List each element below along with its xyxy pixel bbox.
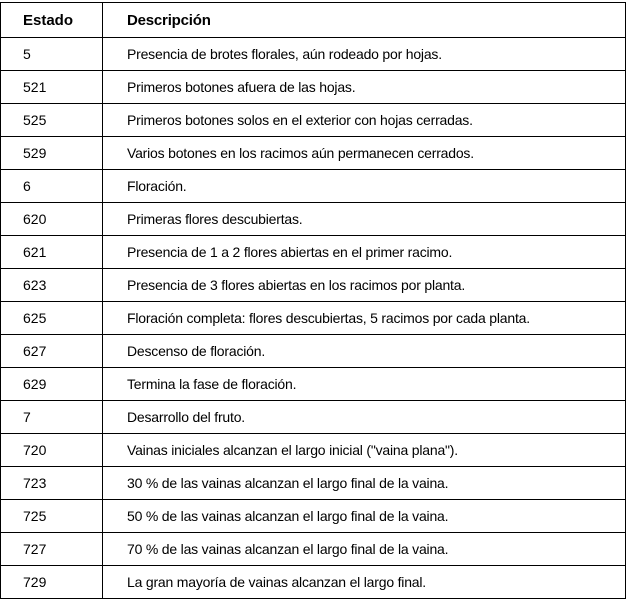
table-row — [1, 533, 626, 566]
cell-descripcion: Presencia de 1 a 2 flores abiertas en el primer racimo. — [103, 236, 626, 269]
table-row — [1, 71, 626, 104]
table-row — [1, 335, 626, 368]
cell-estado: 525 — [1, 104, 103, 137]
table-row — [1, 467, 626, 500]
cell-estado: 621 — [1, 236, 103, 269]
table-row — [1, 302, 626, 335]
table-row — [1, 500, 626, 533]
cell-descripcion: Floración. — [103, 170, 626, 203]
column-header-estado: Estado — [1, 3, 103, 38]
cell-descripcion: Presencia de 3 flores abiertas en los racimos por planta. — [103, 269, 626, 302]
table-row — [1, 104, 626, 137]
cell-estado: 627 — [1, 335, 103, 368]
cell-descripcion: 70 % de las vainas alcanzan el largo final de la vaina. — [103, 533, 626, 566]
table-row — [1, 368, 626, 401]
cell-descripcion: Desarrollo del fruto. — [103, 401, 626, 434]
cell-estado: 729 — [1, 566, 103, 599]
phenology-stages-table — [0, 2, 626, 599]
cell-descripcion: 50 % de las vainas alcanzan el largo final de la vaina. — [103, 500, 626, 533]
table-row — [1, 137, 626, 170]
cell-descripcion: Presencia de brotes florales, aún rodeado por hojas. — [103, 38, 626, 71]
cell-estado: 7 — [1, 401, 103, 434]
table-row — [1, 434, 626, 467]
table-row — [1, 236, 626, 269]
cell-estado: 521 — [1, 71, 103, 104]
cell-estado: 720 — [1, 434, 103, 467]
cell-descripcion: Floración completa: flores descubiertas, 5 racimos por cada planta. — [103, 302, 626, 335]
cell-estado: 625 — [1, 302, 103, 335]
cell-estado: 723 — [1, 467, 103, 500]
table-row — [1, 38, 626, 71]
cell-estado: 5 — [1, 38, 103, 71]
cell-estado: 6 — [1, 170, 103, 203]
table-row — [1, 269, 626, 302]
table-row — [1, 566, 626, 599]
cell-estado: 725 — [1, 500, 103, 533]
cell-estado: 629 — [1, 368, 103, 401]
cell-descripcion: Varios botones en los racimos aún permanecen cerrados. — [103, 137, 626, 170]
cell-descripcion: La gran mayoría de vainas alcanzan el largo final. — [103, 566, 626, 599]
cell-estado: 623 — [1, 269, 103, 302]
cell-descripcion: Termina la fase de floración. — [103, 368, 626, 401]
cell-descripcion: 30 % de las vainas alcanzan el largo final de la vaina. — [103, 467, 626, 500]
cell-descripcion: Primeras flores descubiertas. — [103, 203, 626, 236]
table-row — [1, 170, 626, 203]
cell-estado: 529 — [1, 137, 103, 170]
cell-estado: 620 — [1, 203, 103, 236]
cell-descripcion: Descenso de floración. — [103, 335, 626, 368]
cell-estado: 727 — [1, 533, 103, 566]
cell-descripcion: Vainas iniciales alcanzan el largo inicial ("vaina plana"). — [103, 434, 626, 467]
table-header-row — [1, 3, 626, 38]
table-row — [1, 401, 626, 434]
column-header-descripcion: Descripción — [103, 3, 626, 38]
cell-descripcion: Primeros botones afuera de las hojas. — [103, 71, 626, 104]
cell-descripcion: Primeros botones solos en el exterior con hojas cerradas. — [103, 104, 626, 137]
table-row — [1, 203, 626, 236]
